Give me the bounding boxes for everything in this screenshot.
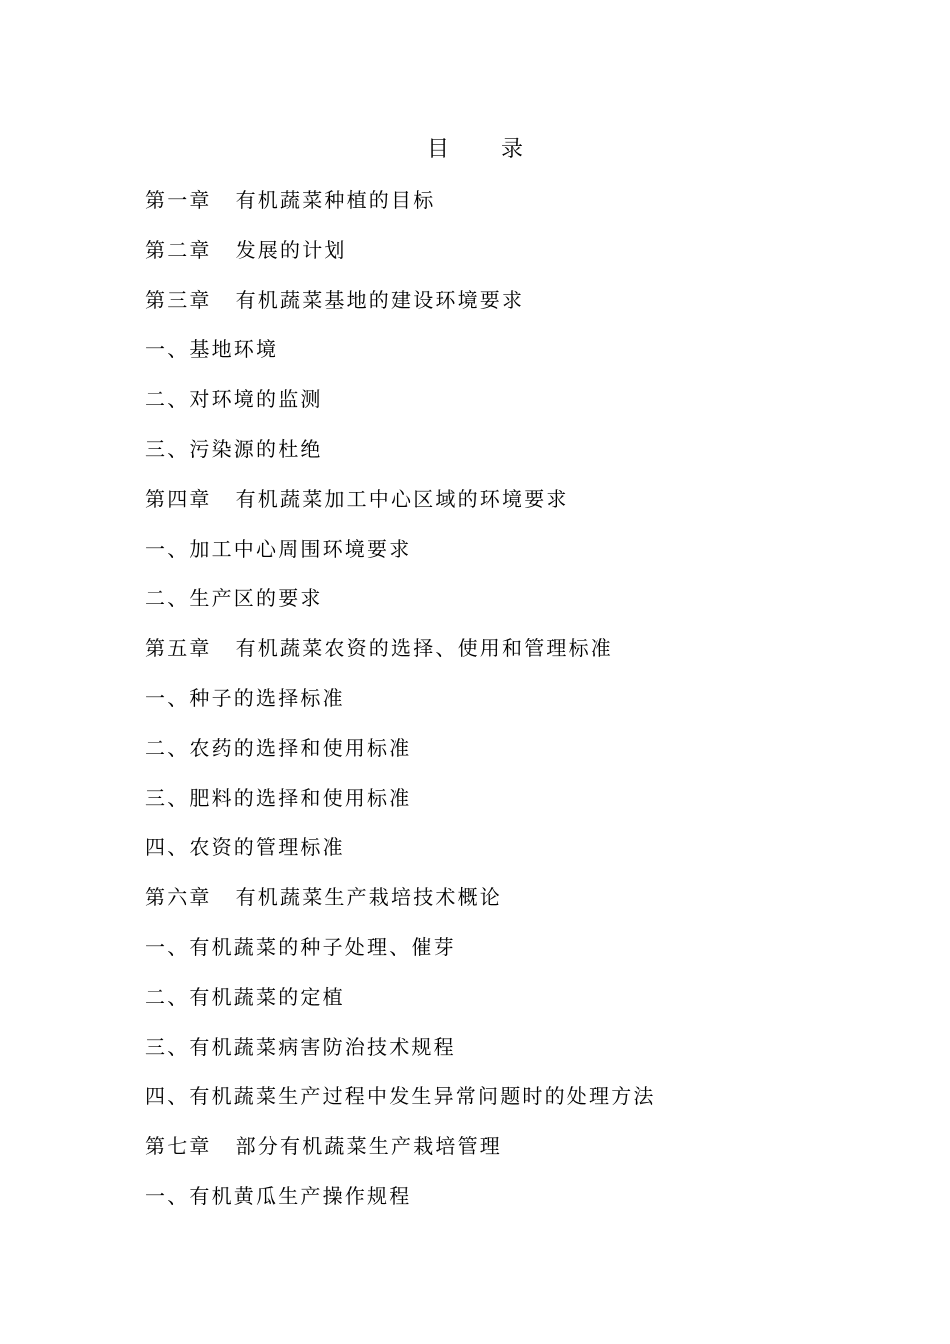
toc-chapter-label: 第二章 — [145, 237, 212, 262]
toc-entry-text: 二、对环境的监测 — [145, 387, 323, 412]
toc-chapter-label: 第一章 — [145, 188, 212, 212]
toc-chapter-label: 第七章 — [145, 1134, 212, 1159]
toc-entry-section — [145, 680, 656, 730]
toc-entry-section — [145, 331, 656, 381]
toc-entry-chapter-4 — [145, 481, 656, 531]
toc-entry-text: 三、污染源的杜绝 — [145, 436, 323, 461]
toc-entry-chapter-2 — [145, 232, 656, 282]
toc-title-left: 目 — [426, 137, 449, 162]
toc-entry-chapter-5 — [145, 630, 656, 680]
toc-entry-text: 有机蔬菜种植的目标 — [235, 188, 436, 212]
toc-entry-chapter-3 — [145, 282, 656, 332]
toc-entry-text: 有机蔬菜加工中心区域的环境要求 — [235, 486, 569, 511]
toc-chapter-label: 第六章 — [145, 885, 212, 910]
toc-chapter-label: 第五章 — [145, 636, 212, 661]
toc-list — [145, 182, 656, 1228]
toc-entry-text: 一、有机黄瓜生产操作规程 — [145, 1183, 412, 1208]
toc-entry-chapter-6 — [145, 879, 656, 929]
toc-entry-text: 有机蔬菜生产栽培技术概论 — [235, 885, 503, 910]
toc-entry-text: 二、有机蔬菜的定植 — [145, 984, 345, 1009]
toc-entry-text: 三、肥料的选择和使用标准 — [145, 785, 412, 810]
toc-entry-text: 四、农资的管理标准 — [145, 835, 345, 860]
toc-entry-text: 一、种子的选择标准 — [145, 685, 345, 710]
toc-entry-chapter-7 — [145, 1128, 656, 1178]
toc-entry-section — [145, 1078, 656, 1128]
toc-entry-section — [145, 381, 656, 431]
toc-entry-section — [145, 1178, 656, 1228]
toc-entry-text: 部分有机蔬菜生产栽培管理 — [235, 1134, 503, 1159]
toc-entry-text: 一、加工中心周围环境要求 — [145, 536, 412, 561]
toc-entry-text: 四、有机蔬菜生产过程中发生异常问题时的处理方法 — [145, 1084, 656, 1109]
toc-entry-text: 二、生产区的要求 — [145, 586, 323, 611]
toc-entry-section — [145, 431, 656, 481]
toc-title — [0, 134, 950, 166]
toc-entry-chapter-1 — [145, 182, 656, 232]
toc-entry-text: 有机蔬菜农资的选择、使用和管理标准 — [235, 636, 614, 661]
toc-entry-text: 二、农药的选择和使用标准 — [145, 735, 412, 760]
toc-entry-section — [145, 829, 656, 879]
toc-chapter-label: 第三章 — [145, 287, 212, 312]
toc-entry-section — [145, 1029, 656, 1079]
toc-entry-text: 三、有机蔬菜病害防治技术规程 — [145, 1034, 456, 1059]
toc-entry-section — [145, 531, 656, 581]
toc-entry-text: 一、有机蔬菜的种子处理、催芽 — [145, 934, 456, 959]
toc-entry-section — [145, 580, 656, 630]
toc-chapter-label: 第四章 — [145, 486, 212, 511]
toc-entry-text: 一、基地环境 — [145, 337, 279, 362]
toc-entry-section — [145, 929, 656, 979]
toc-entry-text: 发展的计划 — [235, 237, 347, 262]
toc-entry-section — [145, 780, 656, 830]
toc-entry-section — [145, 979, 656, 1029]
toc-title-right: 录 — [501, 137, 524, 162]
toc-entry-text: 有机蔬菜基地的建设环境要求 — [235, 287, 525, 312]
toc-entry-section — [145, 730, 656, 780]
